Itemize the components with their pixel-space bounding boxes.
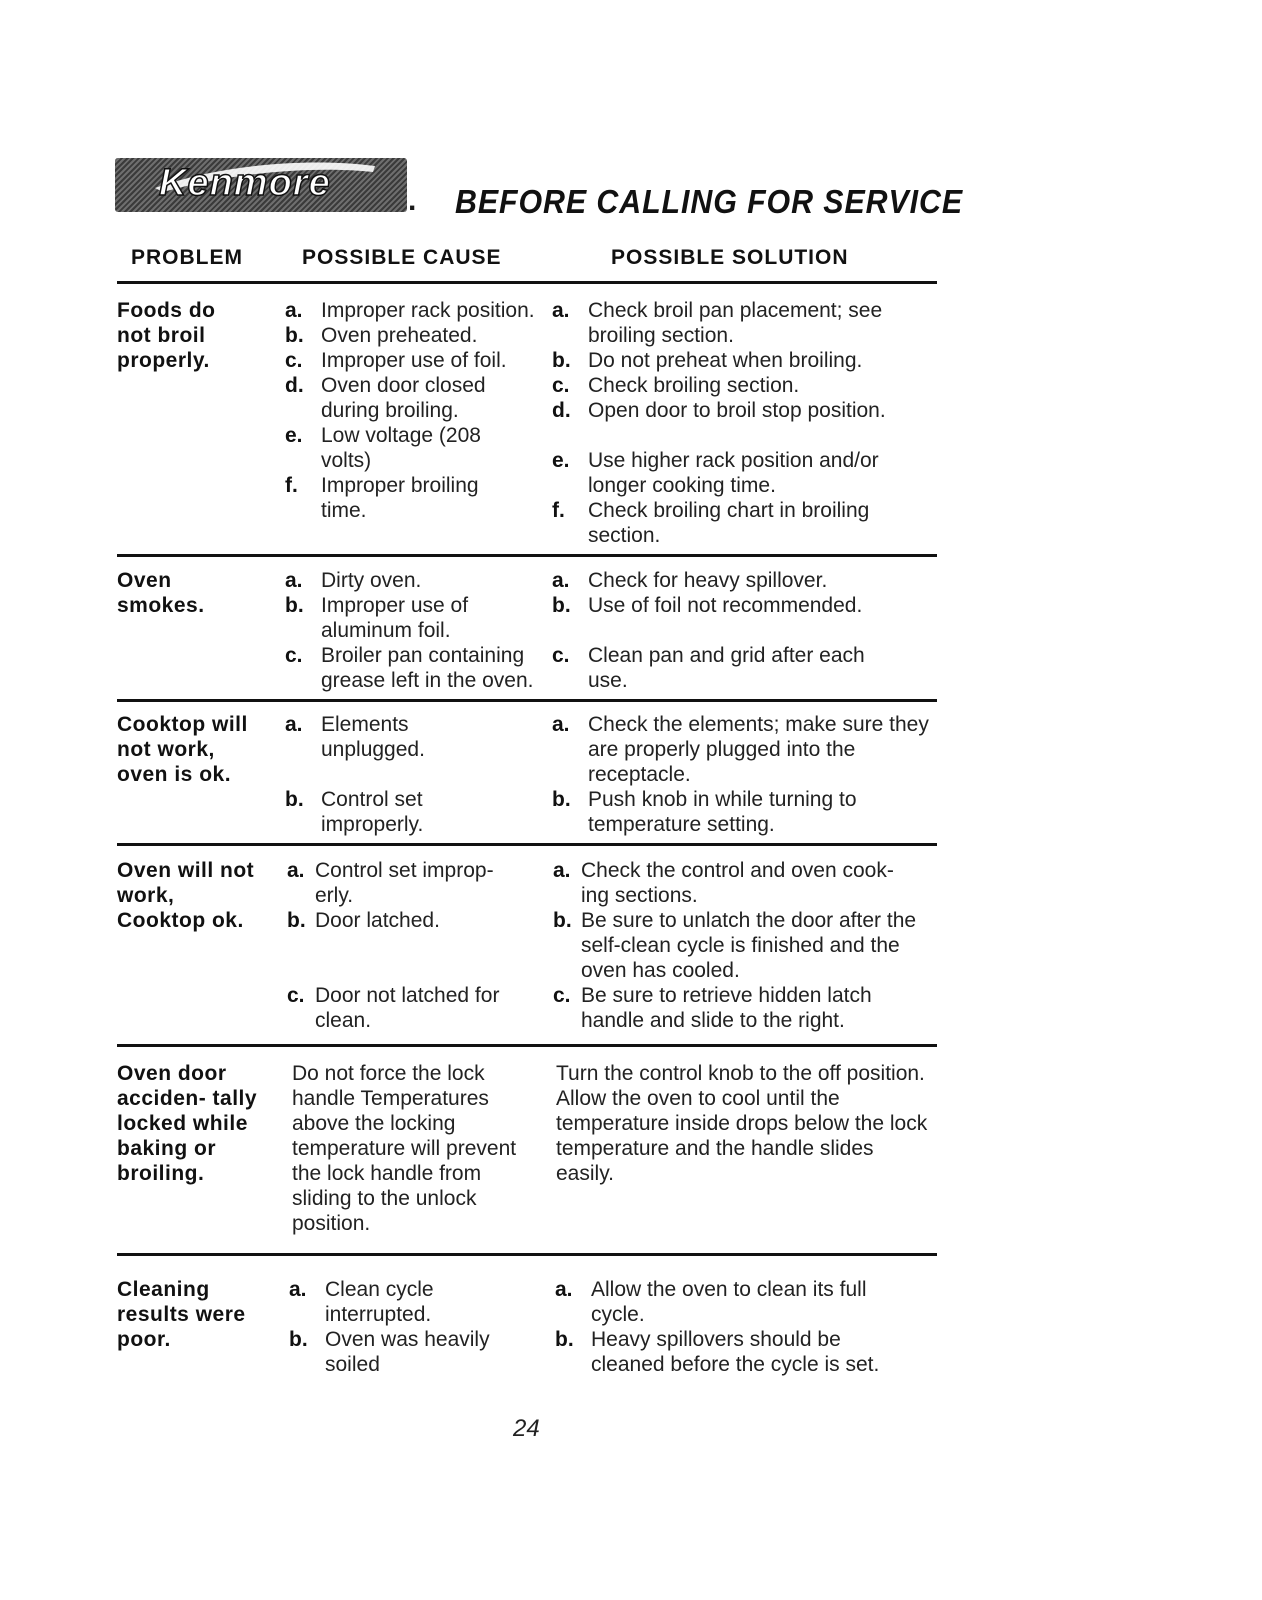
list-item: a. Allow the oven to clean its full cycle.: [555, 1278, 867, 1326]
problem-label: Cooktop will not work, oven is ok.: [117, 713, 248, 786]
list-item: c. Clean pan and grid after each use.: [552, 644, 865, 692]
row-divider: [117, 843, 937, 846]
solution-list: [552, 712, 947, 837]
list-item: a. Elements unplugged.: [285, 713, 425, 761]
list-item: c. Check broiling section.: [552, 374, 800, 397]
list-item: f. Check broiling chart in broiling section.: [552, 499, 870, 547]
logo-period: .: [408, 184, 417, 217]
problem-label: Oven door acciden- tally locked while baking or broiling.: [117, 1062, 258, 1185]
column-header-problem: PROBLEM: [131, 246, 243, 269]
row-divider: [117, 1044, 937, 1047]
cause-list: [285, 712, 543, 837]
list-item: a. Check the elements; make sure they are properly plugged into the receptacle.: [552, 713, 929, 786]
list-item: a. Improper rack position.: [285, 299, 535, 322]
header-divider: [117, 281, 937, 284]
cause-text: Do not force the lock handle Temperatures above the locking temperature will prevent the lock handle from sliding to the unlock position.: [292, 1062, 517, 1235]
solution-text: Turn the control knob to the off position. Allow the oven to cool until the temperature inside drops below the lock temperature and the handle slides easily.: [556, 1062, 928, 1185]
row-divider: [117, 554, 937, 557]
list-item: b. Oven preheated.: [285, 324, 478, 347]
row-divider: [117, 699, 937, 702]
solution-list: [552, 568, 947, 693]
list-item: c. Door not latched for clean.: [287, 984, 500, 1032]
problem-label: Oven will not work, Cooktop ok.: [117, 859, 255, 932]
list-item: b. Use of foil not recommended.: [552, 594, 863, 617]
problem-label: Cleaning results were poor.: [117, 1278, 246, 1351]
list-item: b. Control set improperly.: [285, 788, 424, 836]
problem-label: Foods do not broil properly.: [117, 299, 216, 372]
kenmore-logo: [115, 158, 407, 212]
list-item: c. Broiler pan containing grease left in the oven.: [285, 644, 534, 692]
column-header-cause: POSSIBLE CAUSE: [302, 246, 502, 269]
cause-list: [285, 568, 543, 693]
problem-label: Oven smokes.: [117, 569, 205, 617]
solution-list: [555, 1277, 950, 1377]
cause-list: [287, 858, 545, 1033]
list-item: e. Use higher rack position and/or longer cooking time.: [552, 449, 879, 497]
cause-list: [285, 298, 543, 523]
list-item: b. Door latched.: [287, 909, 440, 932]
list-item: a. Check for heavy spillover.: [552, 569, 828, 592]
list-item: f. Improper broiling time.: [285, 474, 479, 522]
row-divider: [117, 1253, 937, 1256]
list-item: c. Improper use of foil.: [285, 349, 507, 372]
solution-list: [553, 858, 948, 1033]
list-item: a. Clean cycle interrupted.: [289, 1278, 434, 1326]
page-title: BEFORE CALLING FOR SERVICE: [455, 183, 964, 220]
cause-list: [289, 1277, 547, 1377]
page-number: 24: [513, 1415, 540, 1442]
column-header-solution: POSSIBLE SOLUTION: [611, 246, 849, 269]
list-item: b. Be sure to unlatch the door after the self-clean cycle is finished and the oven has cooled.: [553, 909, 917, 982]
list-item: c. Be sure to retrieve hidden latch handle and slide to the right.: [553, 984, 872, 1032]
list-item: b. Push knob in while turning to temperature setting.: [552, 788, 857, 836]
list-item: e. Low voltage (208 volts): [285, 424, 481, 472]
list-item: a. Check broil pan placement; see broiling section.: [552, 299, 883, 347]
solution-list: [552, 298, 947, 548]
list-item: b. Heavy spillovers should be cleaned before the cycle is set.: [555, 1328, 880, 1376]
list-item: a. Control set improp- erly.: [287, 859, 494, 907]
brand-wordmark: Kenmore: [159, 162, 331, 204]
list-item: a. Check the control and oven cook- ing sections.: [553, 859, 894, 907]
list-item: a. Dirty oven.: [285, 569, 422, 592]
list-item: d. Open door to broil stop position.: [552, 399, 886, 422]
list-item: d. Oven door closed during broiling.: [285, 374, 486, 422]
list-item: b. Oven was heavily soiled: [289, 1328, 490, 1376]
list-item: b. Improper use of aluminum foil.: [285, 594, 469, 642]
list-item: b. Do not preheat when broiling.: [552, 349, 863, 372]
